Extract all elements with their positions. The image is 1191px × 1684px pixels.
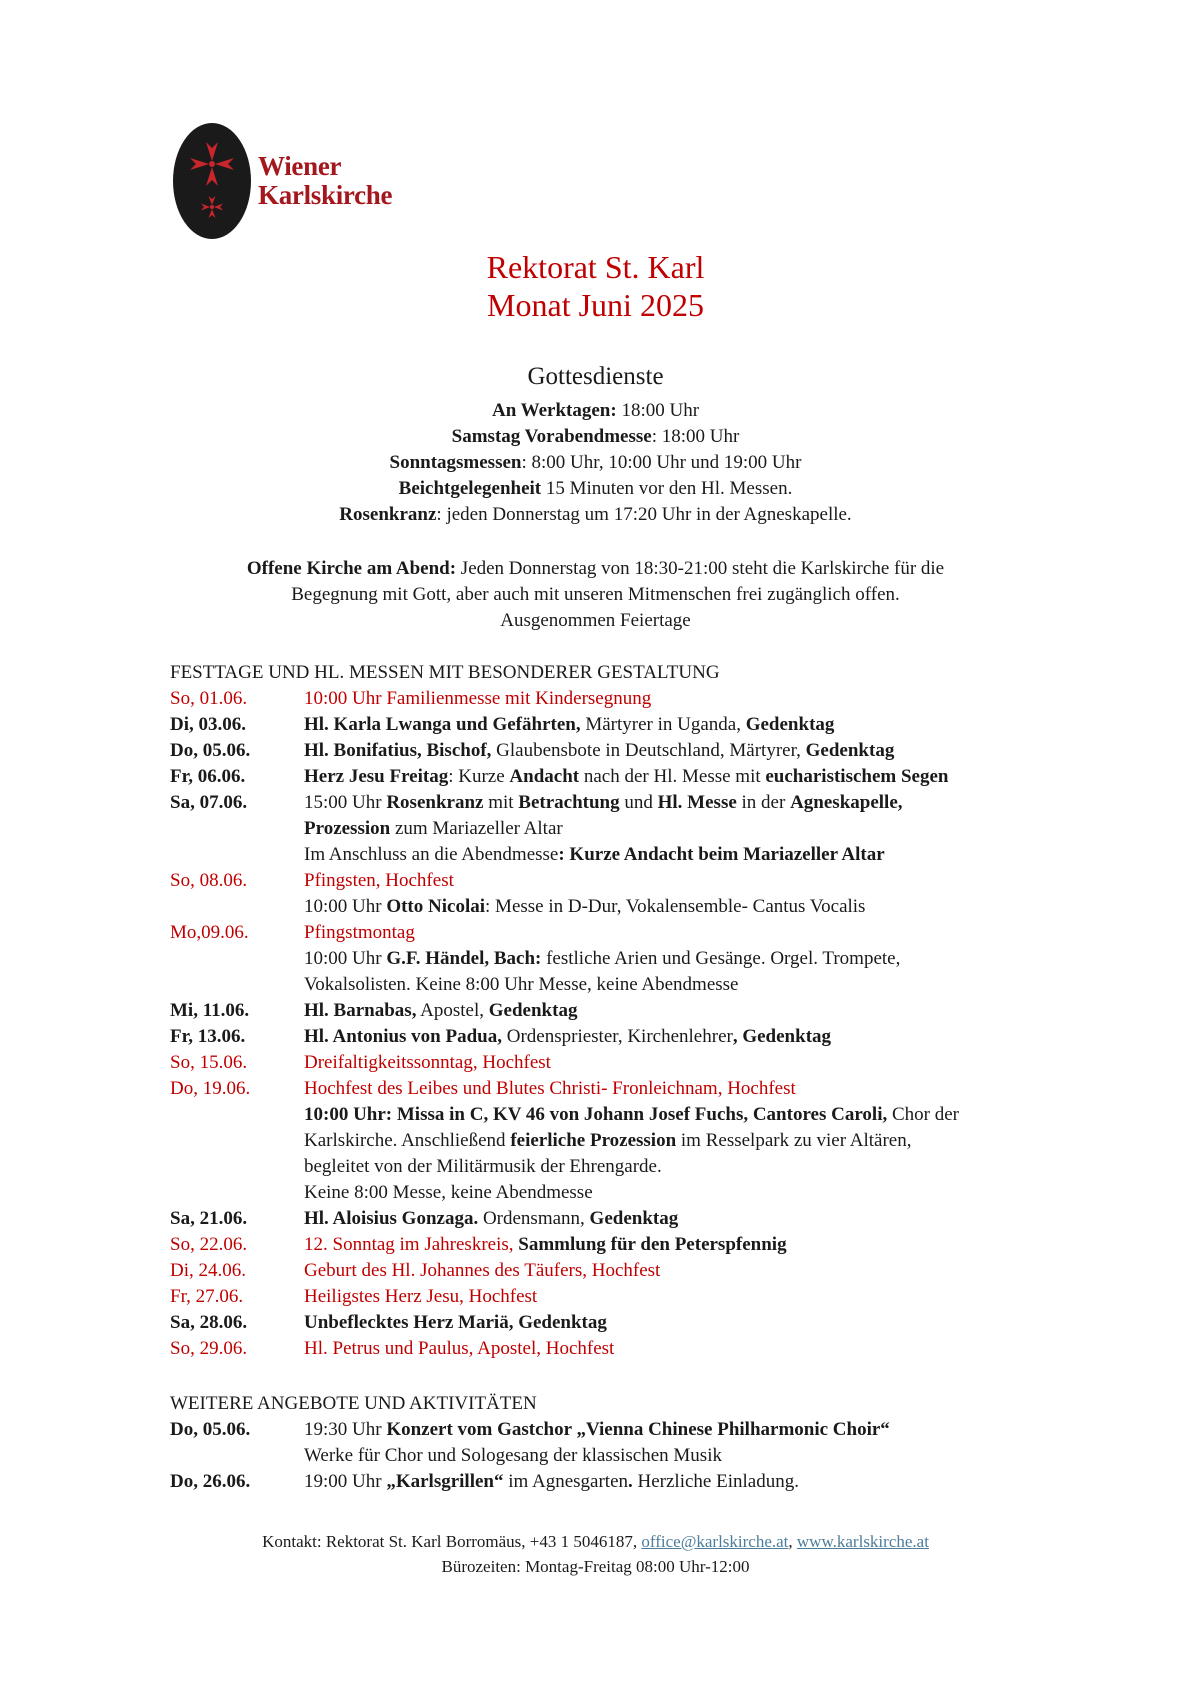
row-description (304, 1050, 1050, 1076)
footer-contact (0, 1530, 1191, 1554)
row-text: Hl. Karla Lwanga und Gefährten, (304, 714, 581, 735)
row-text: Unbeflecktes Herz Mariä, Gedenktag (304, 1312, 607, 1333)
row-text: Hl. Bonifatius, Bischof, (304, 740, 492, 761)
row-description (304, 998, 1050, 1024)
service-line (0, 476, 1191, 502)
row-description (304, 868, 1050, 894)
row-text: Ordenspriester, Kirchenlehrer (502, 1026, 733, 1047)
offers-heading: WEITERE ANGEBOTE UND AKTIVITÄTEN (170, 1393, 537, 1414)
row-description (304, 972, 1050, 998)
row-text: Chor der (887, 1104, 960, 1125)
row-text: Konzert vom Gastchor „Vienna Chinese Philharmonic Choir“ (386, 1419, 890, 1440)
row-description (304, 1154, 1050, 1180)
row-text: nach der Hl. Messe mit (579, 766, 766, 787)
logo-text-line1: Wiener (258, 151, 342, 181)
row-description (304, 894, 1050, 920)
row-date: Mo,09.06. (170, 922, 249, 943)
row-description (304, 712, 1050, 738)
services-heading: Gottesdienste (527, 363, 664, 390)
row-date: Fr, 27.06. (170, 1286, 244, 1307)
row-text: 19:30 Uhr (304, 1419, 387, 1440)
row-text: Andacht (509, 766, 580, 787)
row-date: So, 08.06. (170, 870, 248, 891)
logo-text-line2: Karlskirche (258, 180, 393, 210)
row-description (304, 1336, 1050, 1362)
row-text: Märtyrer in Uganda, (580, 714, 746, 735)
row-date: Fr, 13.06. (170, 1026, 246, 1047)
row-date: Sa, 28.06. (170, 1312, 248, 1333)
row-text: Hl. Messe (657, 792, 737, 813)
website-link[interactable]: www.karlskirche.at (796, 1532, 929, 1551)
row-text: Im Anschluss an die Abendmesse (304, 844, 559, 865)
row-description (304, 1076, 1050, 1102)
row-text: Otto Nicolai (386, 896, 486, 917)
footer-separator: , (788, 1532, 797, 1551)
open-church-line: Ausgenommen Feiertage (500, 610, 691, 631)
service-label: Rosenkranz (339, 504, 437, 525)
footer-hours: Bürozeiten: Montag-Freitag 08:00 Uhr-12:00 (441, 1557, 750, 1576)
email-link[interactable]: office@karlskirche.at (641, 1532, 789, 1551)
row-description (304, 1024, 1050, 1050)
row-description (304, 920, 1050, 946)
row-date: Di, 24.06. (170, 1260, 246, 1281)
service-text: : jeden Donnerstag um 17:20 Uhr in der Agneskapelle. (436, 504, 852, 525)
row-date: So, 29.06. (170, 1338, 248, 1359)
row-text: Karlskirche. Anschließend (304, 1130, 511, 1151)
row-date: Mi, 11.06. (170, 1000, 250, 1021)
row-text: 10:00 Uhr (304, 948, 387, 969)
row-text: Gedenktag (805, 740, 895, 761)
open-church-text: Jeden Donnerstag von 18:30-21:00 steht die Karlskirche für die (456, 558, 945, 579)
row-text: Geburt des Hl. Johannes des Täufers, Hochfest (304, 1260, 661, 1281)
row-date: Di, 03.06. (170, 714, 246, 735)
row-text: Werke für Chor und Sologesang der klassischen Musik (304, 1445, 722, 1466)
row-description (304, 1180, 1050, 1206)
row-text: Betrachtung (518, 792, 620, 813)
row-description (304, 816, 1050, 842)
row-text: festliche Arien und Gesänge. Orgel. Trompete, (541, 948, 901, 969)
open-church-label: Offene Kirche am Abend: (246, 558, 457, 579)
row-text: im Resselpark zu vier Altären, (676, 1130, 912, 1151)
row-text: Gedenktag (488, 1000, 578, 1021)
row-description (304, 842, 1050, 868)
row-date: So, 22.06. (170, 1234, 248, 1255)
row-text: Sammlung für den Peterspfennig (513, 1234, 787, 1255)
service-text: : 8:00 Uhr, 10:00 Uhr und 19:00 Uhr (521, 452, 802, 473)
footer-contact-text: Kontakt: Rektorat St. Karl Borromäus, +43 1 5046187, (262, 1532, 642, 1551)
row-text: Keine 8:00 Messe, keine Abendmesse (304, 1182, 593, 1203)
row-text: Ordensmann, (478, 1208, 590, 1229)
row-text: , Gedenktag (732, 1026, 832, 1047)
row-text: Herzliche Einladung. (632, 1471, 799, 1492)
row-text: Dreifaltigkeitssonntag, Hochfest (304, 1052, 551, 1073)
row-description (304, 1469, 1050, 1495)
row-description (304, 946, 1050, 972)
row-description (304, 1232, 1050, 1258)
row-text: Heiligstes Herz Jesu, Hochfest (304, 1286, 538, 1307)
row-description (304, 1206, 1050, 1232)
row-text: : Kurze (448, 766, 510, 787)
page-subtitle: Monat Juni 2025 (487, 287, 704, 323)
row-text: „Karlsgrillen“ (386, 1471, 504, 1492)
row-date: So, 01.06. (170, 688, 248, 709)
row-date: Fr, 06.06. (170, 766, 246, 787)
row-date: Do, 05.06. (170, 1419, 251, 1440)
row-text: mit (483, 792, 519, 813)
row-text: Herz Jesu Freitag (304, 766, 449, 787)
service-text: : 18:00 Uhr (651, 426, 740, 447)
row-text: Hl. Barnabas, (304, 1000, 417, 1021)
row-description (304, 1417, 1050, 1443)
row-text: feierliche Prozession (510, 1130, 677, 1151)
row-text: und (619, 792, 658, 813)
row-text: 10:00 Uhr (304, 896, 387, 917)
row-text: Hl. Petrus und Paulus, Apostel, Hochfest (304, 1338, 615, 1359)
row-text: im Agnesgarten (503, 1471, 629, 1492)
row-description (304, 686, 1050, 712)
row-text: begleitet von der Militärmusik der Ehrengarde. (304, 1156, 662, 1177)
row-description (304, 1102, 1050, 1128)
feasts-heading: FESTTAGE UND HL. MESSEN MIT BESONDERER GESTALTUNG (170, 662, 720, 683)
service-label: An Werktagen: (491, 400, 617, 421)
row-description (304, 790, 1050, 816)
row-text: Vokalsolisten. Keine 8:00 Uhr Messe, keine Abendmesse (304, 974, 739, 995)
row-description (304, 1443, 1050, 1469)
row-date: Sa, 21.06. (170, 1208, 248, 1229)
row-text: 19:00 Uhr (304, 1471, 387, 1492)
page-title: Rektorat St. Karl (486, 249, 705, 285)
service-label: Samstag Vorabendmesse (451, 426, 652, 447)
row-date: Do, 26.06. (170, 1471, 251, 1492)
row-description (304, 764, 1050, 790)
service-line (0, 450, 1191, 476)
open-church-line: Begegnung mit Gott, aber auch mit unseren Mitmenschen frei zugänglich offen. (291, 584, 900, 605)
row-text: Prozession (304, 818, 391, 839)
row-description (304, 1284, 1050, 1310)
row-text: . (628, 1471, 633, 1492)
row-text: Apostel, (416, 1000, 489, 1021)
row-text: Hochfest des Leibes und Blutes Christi- Fronleichnam, Hochfest (304, 1078, 796, 1099)
row-date: Do, 05.06. (170, 740, 251, 761)
row-description (304, 1128, 1050, 1154)
karlskirche-logo (172, 122, 432, 240)
row-text: : Kurze Andacht beim Mariazeller Altar (558, 844, 885, 865)
row-date: So, 15.06. (170, 1052, 248, 1073)
service-label: Sonntagsmessen (389, 452, 522, 473)
row-text: 10:00 Uhr Familienmesse mit Kindersegnung (304, 688, 652, 709)
service-text: 18:00 Uhr (616, 400, 700, 421)
row-text: Gedenktag (589, 1208, 679, 1229)
row-date: Do, 19.06. (170, 1078, 251, 1099)
row-description (304, 1310, 1050, 1336)
service-text: 15 Minuten vor den Hl. Messen. (541, 478, 793, 499)
row-text: Rosenkranz (386, 792, 484, 813)
row-text: Pfingstmontag (304, 922, 415, 943)
maltese-cross-icon (172, 122, 252, 240)
row-text: Pfingsten, Hochfest (304, 870, 454, 891)
row-text: 15:00 Uhr (304, 792, 387, 813)
row-text: : Messe in D-Dur, Vokalensemble- Cantus Vocalis (485, 896, 866, 917)
service-line (0, 398, 1191, 424)
row-text: Hl. Antonius von Padua, (304, 1026, 502, 1047)
row-text: 12. Sonntag im Jahreskreis, (304, 1234, 514, 1255)
row-description (304, 738, 1050, 764)
row-text: zum Mariazeller Altar (390, 818, 563, 839)
service-line (0, 424, 1191, 450)
row-description (304, 1258, 1050, 1284)
row-text: eucharistischem Segen (765, 766, 949, 787)
service-line (0, 502, 1191, 528)
row-text: Hl. Aloisius Gonzaga. (304, 1208, 479, 1229)
row-text: 10:00 Uhr: Missa in C, KV 46 von Johann Josef Fuchs, Cantores Caroli, (304, 1104, 888, 1125)
row-date: Sa, 07.06. (170, 792, 248, 813)
open-church-line (0, 556, 1191, 582)
row-text: Agneskapelle, (790, 792, 903, 813)
row-text: G.F. Händel, Bach: (386, 948, 542, 969)
service-label: Beichtgelegenheit (398, 478, 542, 499)
row-text: Glaubensbote in Deutschland, Märtyrer, (491, 740, 806, 761)
row-text: in der (736, 792, 791, 813)
row-text: Gedenktag (745, 714, 835, 735)
